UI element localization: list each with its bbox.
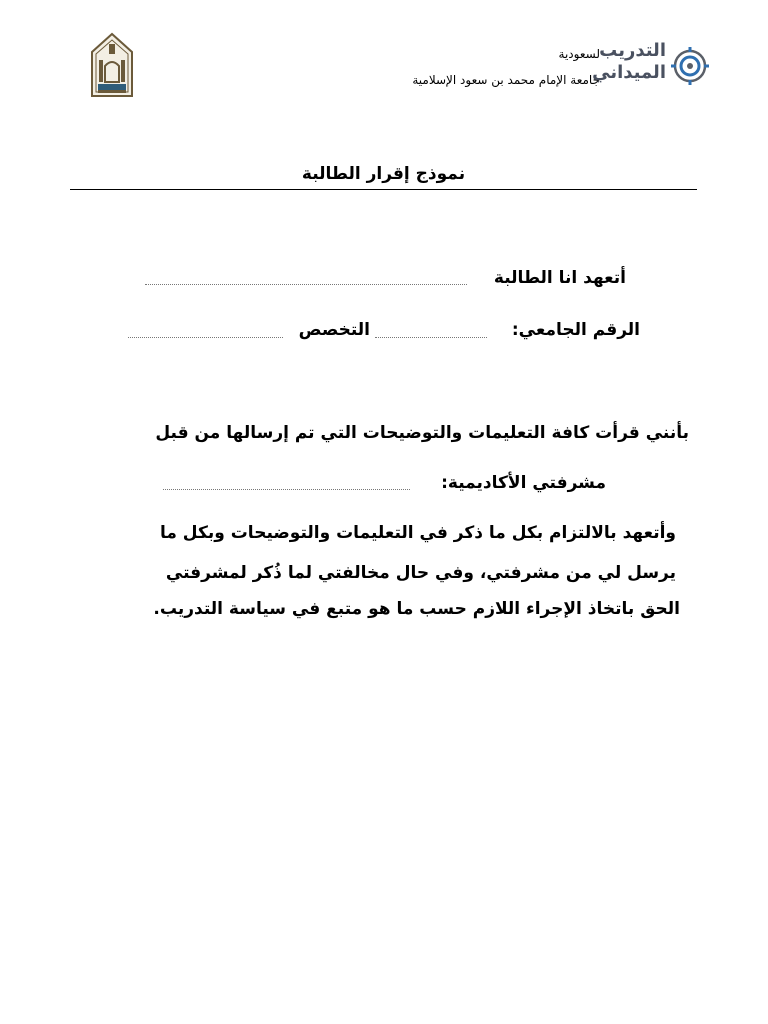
form-title: نموذج إقرار الطالبة bbox=[301, 164, 466, 184]
title-underline bbox=[70, 189, 697, 190]
university-crest-logo bbox=[88, 32, 136, 98]
header-text bbox=[412, 45, 600, 89]
training-logo-text bbox=[592, 40, 666, 84]
student-name-field[interactable] bbox=[145, 284, 467, 285]
header-country-line: لسعودية bbox=[558, 47, 600, 61]
commitment-line-2: يرسل لي من مشرفتي، وفي حال مخالفتي لما ذُكر لمشرفتي bbox=[165, 563, 676, 583]
logo-title-1: التدريب bbox=[599, 40, 666, 61]
student-id-label: الرقم الجامعي: bbox=[511, 320, 640, 340]
field-training-logo bbox=[592, 40, 710, 96]
statement-line-2: مشرفتي الأكاديمية: bbox=[441, 473, 606, 493]
supervisor-field[interactable] bbox=[163, 489, 410, 490]
header-university-line: جامعة الإمام محمد بن سعود الإسلامية bbox=[412, 73, 600, 87]
major-field[interactable] bbox=[128, 337, 283, 338]
statement-line-1: بأنني قرأت كافة التعليمات والتوضيحات التي تم إرسالها من قبل bbox=[155, 423, 689, 443]
commitment-line-3: الحق باتخاذ الإجراء اللازم حسب ما هو متبع في سياسة التدريب. bbox=[153, 599, 680, 619]
logo-title-2: الميداني bbox=[592, 62, 666, 83]
student-name-label: أتعهد انا الطالبة bbox=[493, 268, 626, 288]
commitment-line-1: وأتعهد بالالتزام بكل ما ذكر في التعليمات والتوضيحات وبكل ما bbox=[159, 523, 676, 543]
gear-icon bbox=[670, 46, 710, 86]
student-id-field[interactable] bbox=[375, 337, 487, 338]
major-label: التخصص bbox=[298, 320, 370, 340]
